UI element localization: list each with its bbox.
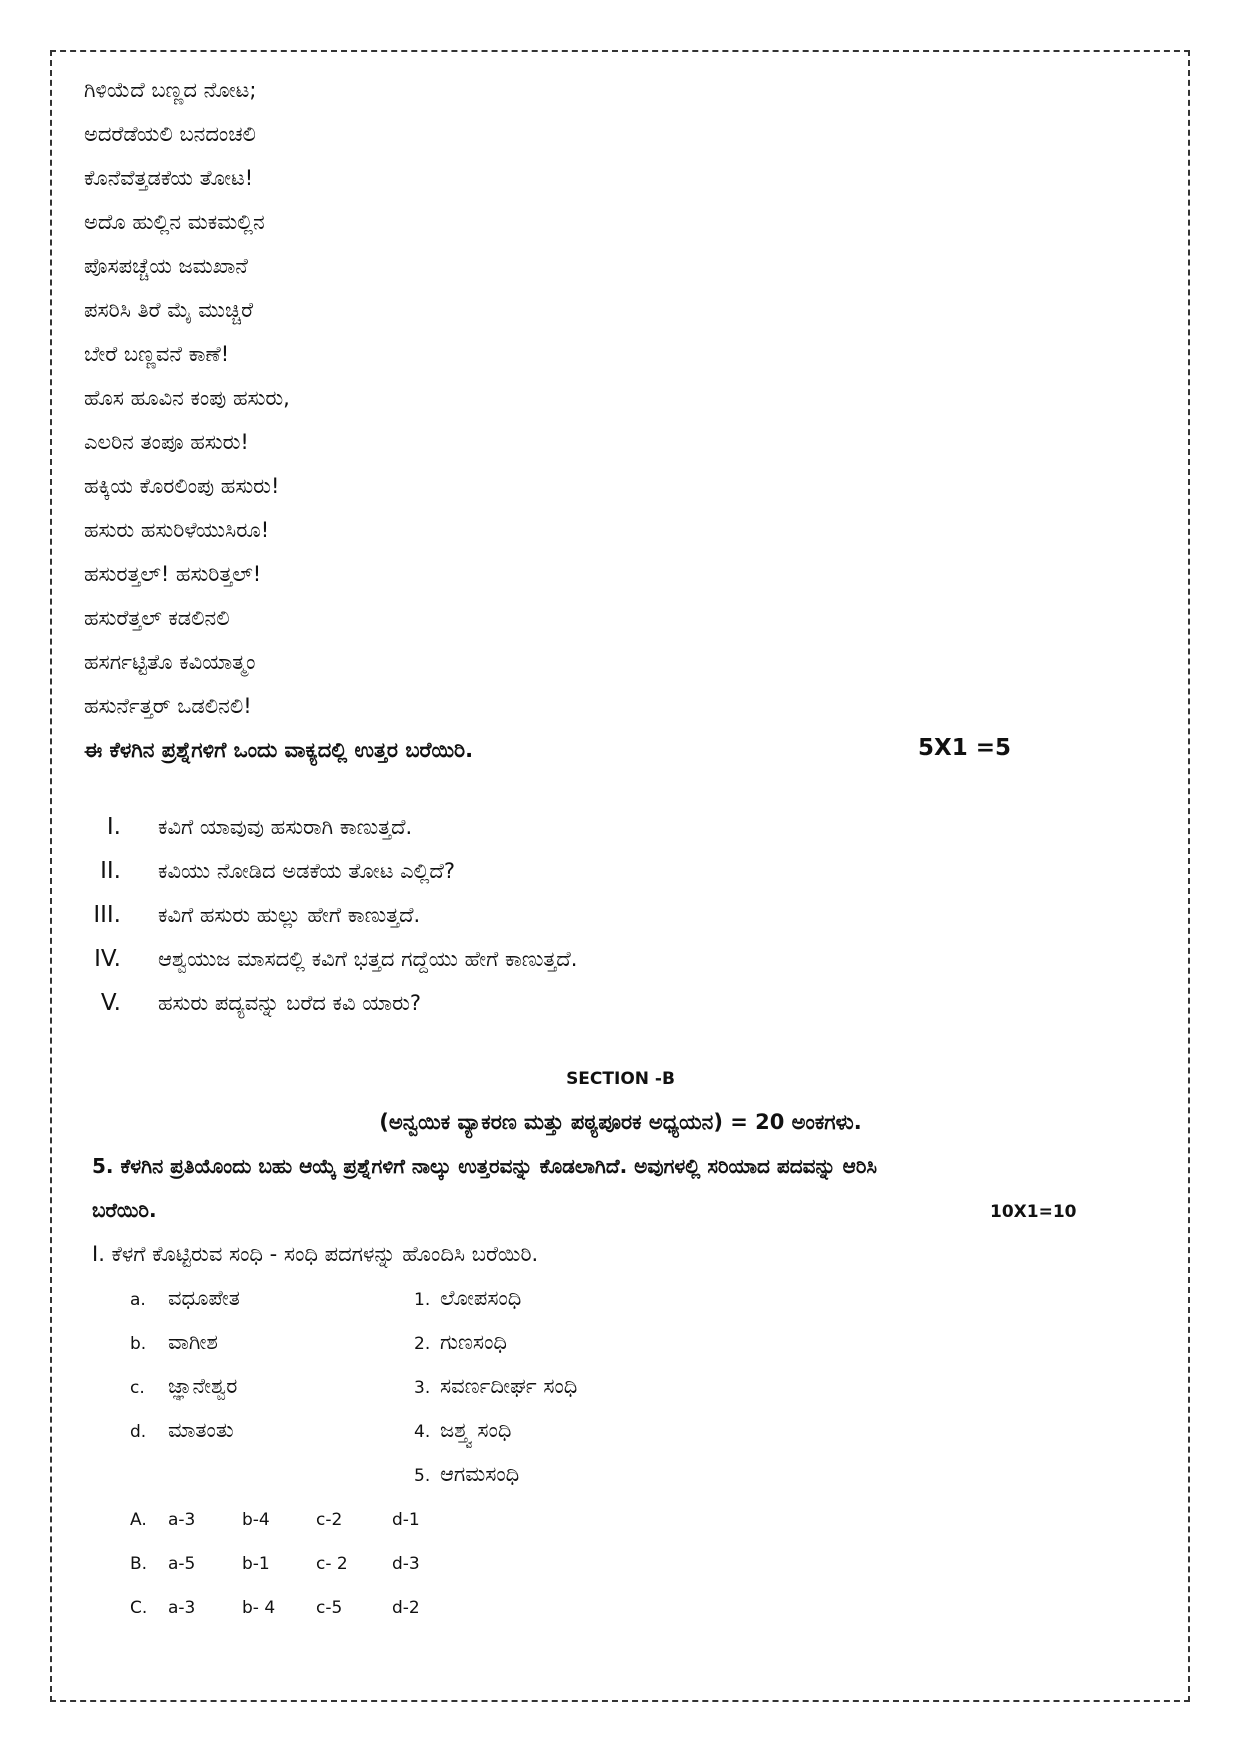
poem-line: ಎಲರಿನ ತಂಪೂ ಹಸುರು! [84,430,249,454]
poem-line: ಪಸರಿಸಿ ತಿರೆ ಮೈ ಮುಚ್ಚಿರೆ [84,298,254,322]
match-left-label: a. [130,1290,146,1310]
option-b: b- 4 [242,1598,276,1618]
match-right-item: ಲೋಪಸಂಧಿ [440,1286,522,1310]
match-right-item: ಗುಣಸಂಧಿ [440,1330,507,1354]
question-text: ಕವಿಯು ನೋಡಿದ ಅಡಕೆಯ ತೋಟ ಎಲ್ಲಿದೆ? [158,859,455,883]
match-left-item: ಮಾತಂತು [168,1418,234,1442]
match-right-item: ಜಶ್ತ್ವ ಸಂಧಿ [440,1418,512,1442]
question-text: ಹಸುರು ಪದ್ಯವನ್ನು ಬರೆದ ಕವಿ ಯಾರು? [158,991,422,1015]
option-c: c-5 [316,1598,343,1618]
question-text: ಕವಿಗೆ ಯಾವುವು ಹಸುರಾಗಿ ಕಾಣುತ್ತದೆ. [158,815,413,839]
match-right-label: 3. [414,1378,431,1398]
poem-line: ಹೊಸ ಹೂವಿನ ಕಂಪು ಹಸುರು, [84,386,290,410]
section-title: SECTION -B [566,1069,675,1089]
poem-line: ಹಸುರು ಹಸುರಿಳೆಯುಸಿರೂ! [84,518,270,542]
instruction-text: ಈ ಕೆಳಗಿನ ಪ್ರಶ್ನೆಗಳಿಗೆ ಒಂದು ವಾಕ್ಯದಲ್ಲಿ ಉತ್ತರ ಬರೆಯಿರಿ. [84,738,474,762]
option-d: d-1 [392,1510,420,1530]
option-d: d-2 [392,1598,420,1618]
question-5-text: 5. ಕೆಳಗಿನ ಪ್ರತಿಯೊಂದು ಬಹು ಆಯ್ಕೆ ಪ್ರಶ್ನೆಗಳಿಗೆ ನಾಲ್ಕು ಉತ್ತರವನ್ನು ಕೊಡಲಾಗಿದೆ. ಅವುಗಳಲ್ಲಿ ಸರಿಯಾದ ಪದವನ್ನು ಆರಿಸಿ [92,1154,878,1178]
poem-line: ಹಸುರತ್ತಲ್! ಹಸುರಿತ್ತಲ್! [84,562,262,586]
question-number: IV. [94,946,121,972]
poem-line: ಹಸುರ್ನೆತ್ತರ್ ಒಡಲಿನಲಿ! [84,694,252,718]
match-right-label: 2. [414,1334,431,1354]
match-right-item: ಆಗಮಸಂಧಿ [440,1462,520,1486]
question-5-marks: 10X1=10 [990,1202,1077,1222]
option-d: d-3 [392,1554,420,1574]
question-number: I. [106,814,121,840]
match-left-item: ಜ್ಞಾನೇಶ್ವರ [168,1374,238,1398]
question-number: V. [100,990,121,1016]
question-number: III. [93,902,121,928]
option-label: A. [130,1510,147,1530]
poem-line: ಗಿಳಿಯೆದೆ ಬಣ್ಣದ ನೋಟ; [84,78,257,102]
section-subtitle: (ಅನ್ವಯಿಕ ವ್ಯಾಕರಣ ಮತ್ತು ಪಠ್ಯಪೂರಕ ಅಧ್ಯಯನ) = 20 ಅಂಕಗಳು. [379,1110,862,1134]
poem-line: ಹಸರ್ಗಟ್ಟಿತೊ ಕವಿಯಾತ್ಮಂ [84,650,256,674]
match-left-item: ವಾಗೀಶ [168,1330,218,1354]
poem-line: ಪೊಸಪಚ್ಚೆಯ ಜಮಖಾನೆ [84,254,248,278]
option-label: B. [130,1554,148,1574]
option-b: b-4 [242,1510,270,1530]
match-left-label: b. [130,1334,147,1354]
poem-line: ಹಸುರೆತ್ತಲ್ ಕಡಲಿನಲಿ [84,606,230,630]
option-c: c-2 [316,1510,343,1530]
instruction-marks: 5X1 =5 [918,735,1012,761]
option-a: a-3 [168,1510,196,1530]
match-right-label: 5. [414,1466,431,1486]
option-label: C. [130,1598,148,1618]
option-a: a-3 [168,1598,196,1618]
match-left-label: d. [130,1422,147,1442]
match-right-item: ಸವರ್ಣದೀರ್ಘ ಸಂಧಿ [440,1374,578,1398]
option-c: c- 2 [316,1554,348,1574]
question-text: ಕವಿಗೆ ಹಸುರು ಹುಲ್ಲು ಹೇಗೆ ಕಾಣುತ್ತದೆ. [158,903,421,927]
match-left-item: ವಧೂಪೇತ [168,1286,240,1310]
question-text: ಆಶ್ವಯುಜ ಮಾಸದಲ್ಲಿ ಕವಿಗೆ ಭತ್ತದ ಗದ್ದೆಯು ಹೇಗೆ ಕಾಣುತ್ತದೆ. [158,947,578,971]
match-right-label: 4. [414,1422,431,1442]
match-right-label: 1. [414,1290,431,1310]
poem-line: ಕೊನೆವೆತ್ತಡಕೆಯ ತೋಟ! [84,166,254,190]
poem-line: ಬೇರೆ ಬಣ್ಣವನೆ ಕಾಣೆ! [84,342,230,366]
poem-line: ಅದೊ ಹುಲ್ಲಿನ ಮಕಮಲ್ಲಿನ [84,210,265,234]
poem-line: ಅದರೆಡೆಯಲಿ ಬನದಂಚಲಿ [84,122,256,146]
sub-question: I. ಕೆಳಗೆ ಕೊಟ್ಟಿರುವ ಸಂಧಿ - ಸಂಧಿ ಪದಗಳನ್ನು ಹೊಂದಿಸಿ ಬರೆಯಿರಿ. [92,1242,539,1266]
poem-line: ಹಕ್ಕಿಯ ಕೊರಲಿಂಪು ಹಸುರು! [84,474,280,498]
question-number: II. [100,858,121,884]
question-5-text-cont: ಬರೆಯಿರಿ. [92,1198,157,1222]
match-left-label: c. [130,1378,145,1398]
option-a: a-5 [168,1554,196,1574]
option-b: b-1 [242,1554,270,1574]
